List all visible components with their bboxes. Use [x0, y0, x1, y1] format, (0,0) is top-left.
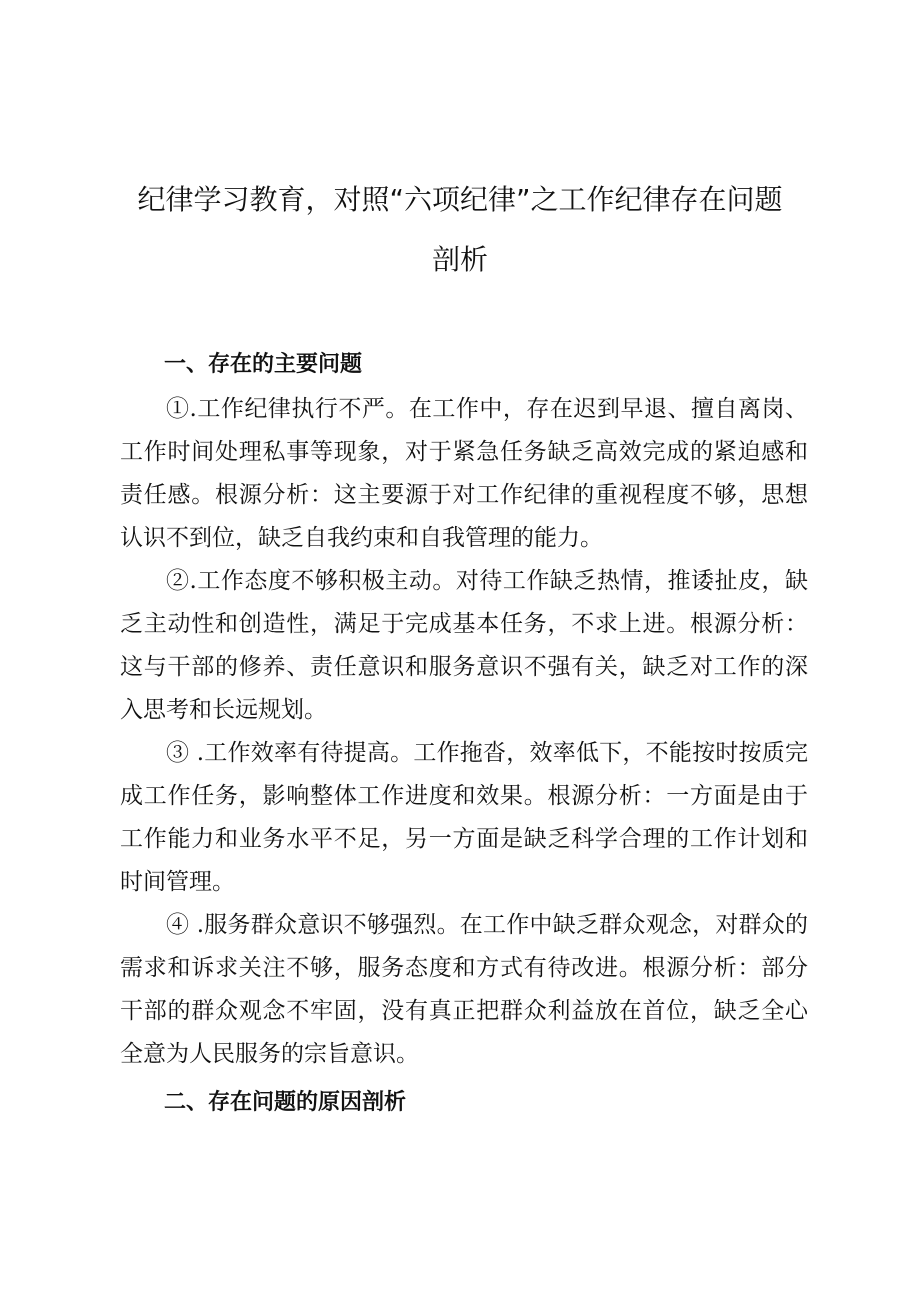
- section-heading-cause-analysis: 二、存在问题的原因剖析: [164, 1090, 407, 1115]
- section-heading-main-problems: 一、存在的主要问题: [164, 352, 363, 377]
- paragraph-problem-2: ②.工作态度不够积极主动。对待工作缺乏热情，推诿扯皮，缺乏主动性和创造性，满足于完成基本任务，不求上进。根源分析：这与干部的修养、责任意识和服务意识不强有关，缺乏对工作的深入思考和长远规划。: [120, 568, 808, 723]
- document-title-line-2: 剖析: [431, 243, 488, 276]
- document-title-line-1: 纪律学习教育，对照“六项纪律”之工作纪律存在问题: [137, 183, 783, 216]
- paragraph-problem-1: ①.工作纪律执行不严。在工作中，存在迟到早退、擅自离岗、工作时间处理私事等现象，对于紧急任务缺乏高效完成的紧迫感和责任感。根源分析：这主要源于对工作纪律的重视程度不够，思想认识不到位，缺乏自我约束和自我管理的能力。: [120, 396, 808, 551]
- paragraph-problem-3: ③ .工作效率有待提高。工作拖沓，效率低下，不能按时按质完成工作任务，影响整体工作进度和效果。根源分析：一方面是由于工作能力和业务水平不足，另一方面是缺乏科学合理的工作计划和时间管理。: [120, 740, 808, 895]
- paragraph-problem-4: ④ .服务群众意识不够强烈。在工作中缺乏群众观念，对群众的需求和诉求关注不够，服务态度和方式有待改进。根源分析：部分干部的群众观念不牢固，没有真正把群众利益放在首位，缺乏全心全意为人民服务的宗旨意识。: [120, 912, 808, 1067]
